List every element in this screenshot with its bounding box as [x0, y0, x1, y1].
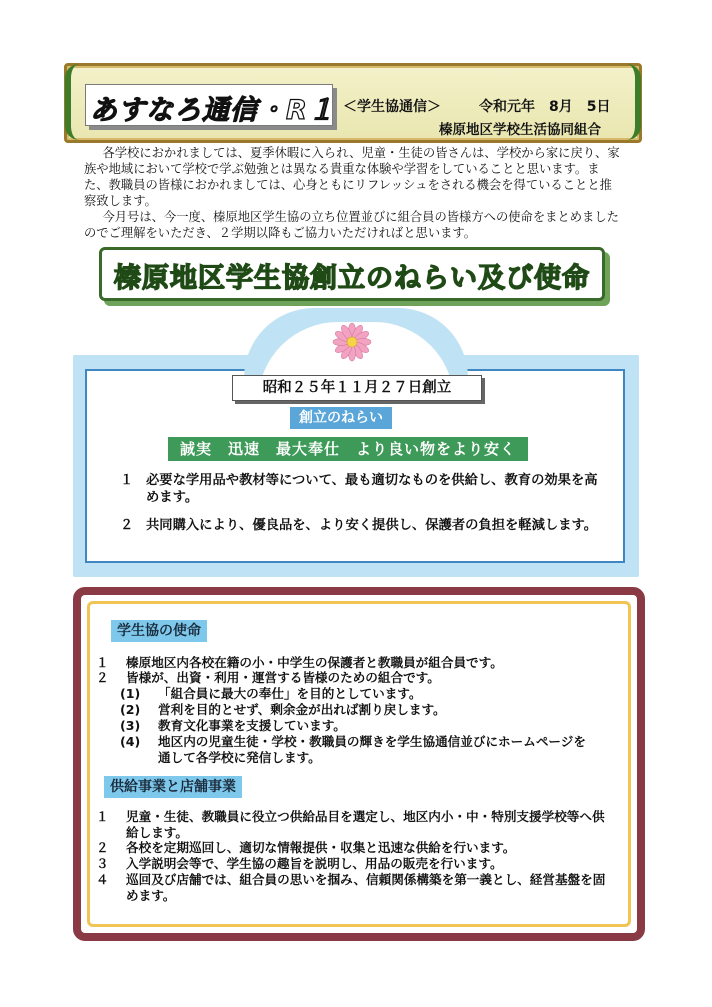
- supply-item: [96, 872, 616, 903]
- mission-item-text: 榛原地区内各校在籍の小・中学生の保護者と教職員が組合員です。: [126, 655, 503, 670]
- motto-banner: 誠実 迅速 最大奉仕 より良い物をより安く: [168, 437, 528, 461]
- title-box: [85, 84, 336, 126]
- supply-item: [96, 809, 616, 840]
- mission-subitem: [120, 718, 590, 734]
- supply-item-number: １: [96, 809, 109, 824]
- mission-subitem-number: (1): [120, 686, 141, 701]
- mission-subitem-text: 「組合員に最大の奉仕」を目的としています。: [158, 686, 422, 701]
- aim-item-number: １: [120, 473, 134, 488]
- aim-item-text: 共同購入により、優良品を、より安く提供し、保護者の負担を軽減します。: [146, 518, 598, 533]
- mission-subitem-text: 教育文化事業を支援しています。: [158, 718, 346, 733]
- supply-item-number: ３: [96, 856, 109, 871]
- aim-item-number: ２: [120, 518, 134, 533]
- mission-item-number: １: [96, 655, 109, 670]
- mission-subitem: [120, 702, 590, 718]
- mission-subitem-number: (4): [120, 734, 141, 749]
- pink-flower-icon: [330, 320, 374, 364]
- mission-subitem-number: (2): [120, 702, 141, 717]
- mission-subitem-number: (3): [120, 718, 141, 733]
- supply-item-number: ２: [96, 840, 109, 855]
- mission-subitem: [120, 734, 590, 765]
- founding-date: 昭和２５年１１月２７日創立: [232, 375, 482, 401]
- main-heading: [99, 247, 605, 301]
- supply-item-number: ４: [96, 872, 109, 887]
- aim-item: [120, 517, 606, 534]
- mission-item-text: 皆様が、出資・利用・運営する皆様のための組合です。: [126, 670, 440, 685]
- newsletter-kind: ＜学生協通信＞: [343, 99, 441, 115]
- supply-item: [96, 840, 616, 856]
- mission-item: [96, 655, 616, 671]
- main-heading-text: 榛原地区学生協創立のねらい及び使命: [114, 263, 590, 294]
- supply-item-text: 児童・生徒、教職員に役立つ供給品目を選定し、地区内小・中・特別支援学校等へ供給します。: [126, 809, 605, 840]
- newsletter-header: [64, 63, 642, 143]
- founding-aim-title: 創立のねらい: [290, 407, 392, 429]
- mission-subitem: [120, 686, 590, 702]
- intro-text: [84, 145, 624, 241]
- vine-ornament-right: [607, 64, 641, 140]
- supply-item-text: 各校を定期巡回し、適切な情報提供・収集と迅速な供給を行います。: [126, 840, 516, 855]
- issue-date: 令和元年 8月 5日: [479, 99, 611, 115]
- mission-item-number: ２: [96, 670, 109, 685]
- organization-name: 榛原地区学校生活協同組合: [439, 122, 601, 138]
- newsletter-title: あすなろ通信・R１: [90, 95, 336, 126]
- mission-subitem-text: 営利を目的とせず、剰余金が出れば割り戻します。: [158, 702, 446, 717]
- supply-item-text: 入学説明会等で、学生協の趣旨を説明し、用品の販売を行います。: [126, 856, 503, 871]
- mission-subitem-text: 地区内の児童生徒・学校・教職員の輝きを学生協通信並びにホームページを通して各学校に発信します。: [158, 734, 586, 765]
- supply-title: 供給事業と店舗事業: [104, 776, 242, 798]
- intro-paragraph-2: 今月号は、今一度、榛原地区学生協の立ち位置並びに組合員の皆様方への使命をまとめましたのでご理解をいただき、２学期以降もご協力いただければと思います。: [84, 210, 619, 240]
- aim-item: [120, 472, 606, 506]
- mission-item: [96, 670, 616, 686]
- intro-paragraph-1: 各学校におかれましては、夏季休暇に入られ、児童・生徒の皆さんは、学校から家に戻り、家族や地域において学校で学ぶ勉強とは異なる貴重な体験や学習をしていることと思います。また、教職員の皆様におかれましては、心身ともにリフレッシュをされる機会を得ていることと推察致します。: [84, 146, 620, 208]
- supply-item-text: 巡回及び店舗では、組合員の思いを掴み、信頼関係構築を第一義とし、経営基盤を固めます。: [126, 872, 606, 903]
- mission-title: 学生協の使命: [111, 620, 207, 642]
- supply-item: [96, 856, 616, 872]
- aim-item-text: 必要な学用品や教材等について、最も適切なものを供給し、教育の効果を高めます。: [146, 473, 598, 505]
